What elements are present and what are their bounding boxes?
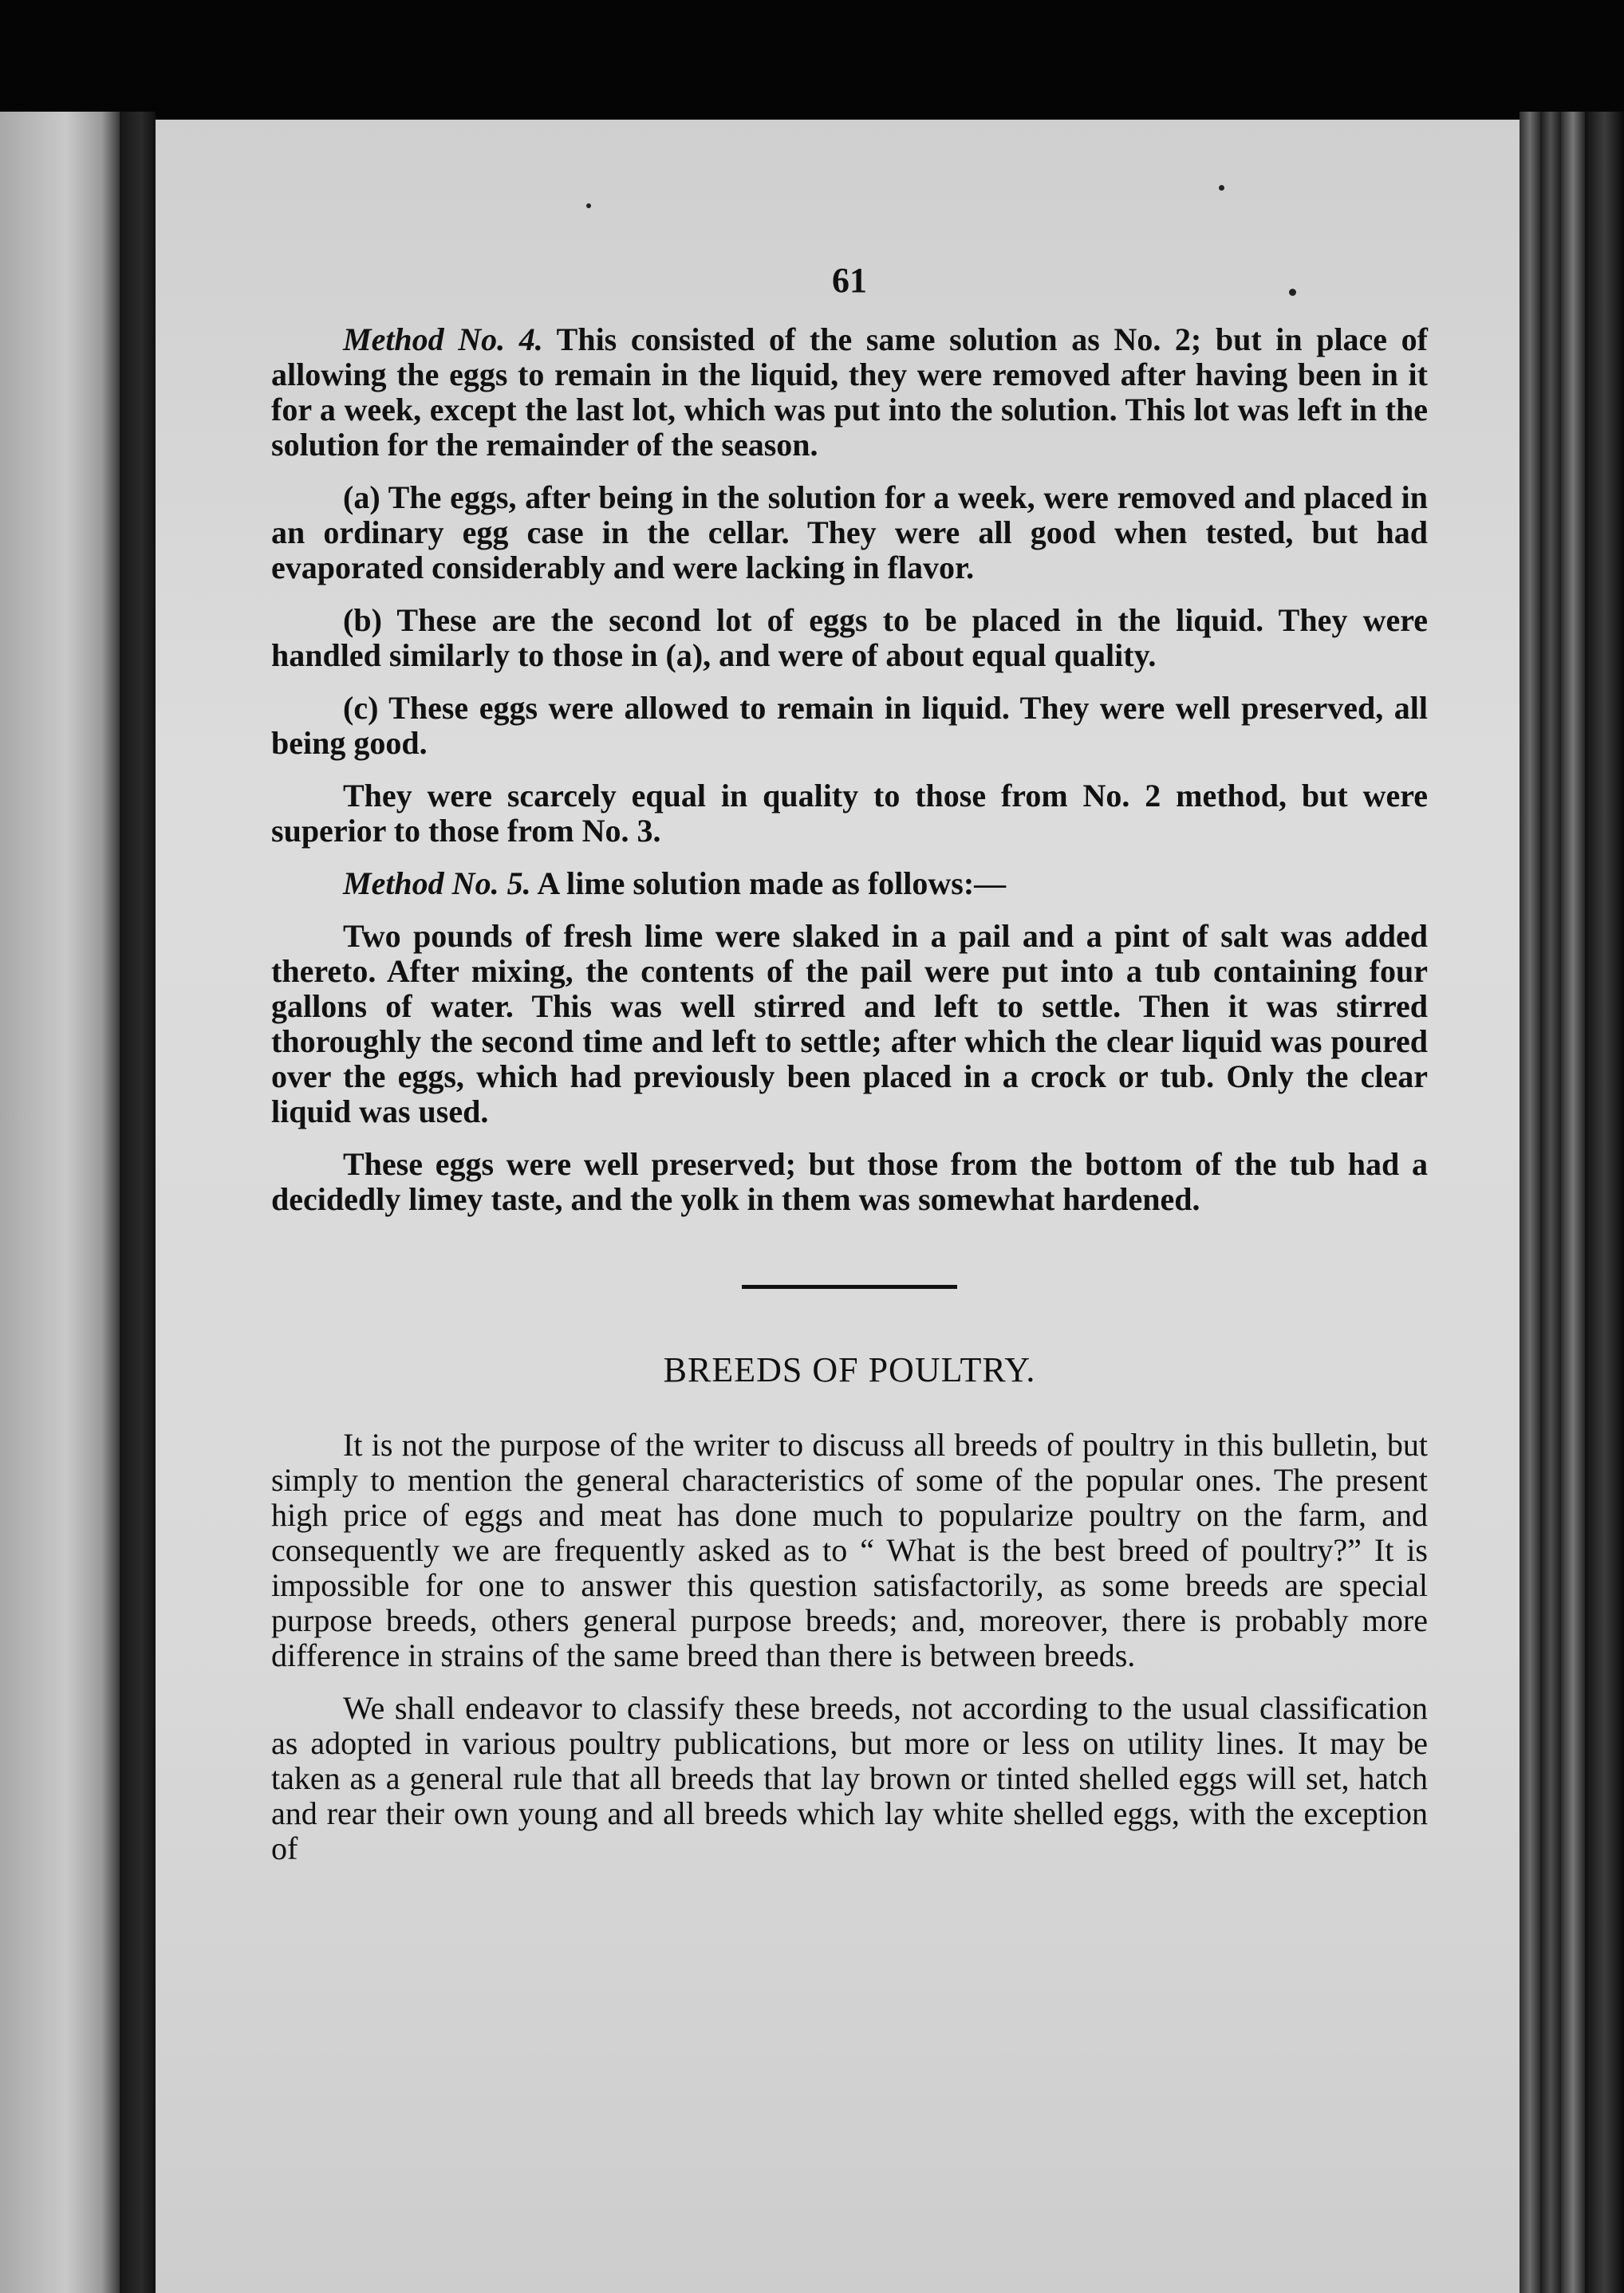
item-c-paragraph: (c) These eggs were allowed to remain in liquid. They were well preserved, all being good.: [271, 690, 1428, 761]
item-a-paragraph: (a) The eggs, after being in the solution for a week, were removed and placed in an ordinary egg case in the cellar. They were all good when tested, but had evaporated considerably and were lacking in flavor.: [271, 479, 1428, 585]
breeds-paragraph-1: It is not the purpose of the writer to discuss all breeds of poultry in this bulletin, but simply to mention the general characteristics of some of the popular ones. The present high price of eggs and meat has done much to popularize poultry on the farm, and consequently we are frequently asked as to “ What is the best breed of poultry?” It is impossible for one to answer this question satisfactorily, as some breeds are special purpose breeds, others general purpose breeds; and, moreover, there is probably more difference in strains of the same breed than there is between breeds.: [271, 1427, 1428, 1673]
lime-recipe-paragraph: Two pounds of fresh lime were slaked in a pail and a pint of salt was added thereto. After mixing, the contents of the pail were put into a tub containing four gallons of water. This was well stirred and left to settle. Then it was stirred thoroughly the second time and left to settle; after which the clear liquid was poured over the eggs, which had previously been placed in a crock or tub. Only the clear liquid was used.: [271, 918, 1428, 1129]
comparison-paragraph: They were scarcely equal in quality to those from No. 2 method, but were superior to those from No. 3.: [271, 778, 1428, 849]
item-b-paragraph: (b) These are the second lot of eggs to be placed in the liquid. They were handled similarly to those in (a), and were of about equal quality.: [271, 602, 1428, 673]
page-edge-strip: [1520, 112, 1540, 2293]
book-gutter: [120, 112, 156, 2293]
page-speck: [1219, 185, 1224, 191]
page-edge-strip: [1585, 112, 1624, 2293]
method-5-label: Method No. 5.: [343, 865, 531, 901]
lime-result-paragraph: These eggs were well preserved; but those from the bottom of the tub had a decidedly limey taste, and the yolk in them was somewhat hardened.: [271, 1146, 1428, 1217]
method-4-label: Method No. 4.: [343, 321, 543, 357]
page-speck: [586, 203, 591, 208]
method-5-paragraph: [271, 866, 1428, 901]
method-4-paragraph: [271, 322, 1428, 463]
section-title: BREEDS OF POULTRY.: [663, 1350, 1036, 1389]
method-5-text: A lime solution made as follows:—: [537, 865, 1007, 901]
page-number: 61: [832, 261, 867, 300]
method-4-text: This consisted of the same solution as No. 2; but in place of allowing the eggs to remain in the liquid, they were removed after having been in it for a week, except the last lot, which was put into the solution. This lot was left in the solution for the remainder of the season.: [271, 321, 1428, 463]
breeds-paragraph-2: We shall endeavor to classify these breeds, not according to the usual classification as adopted in various poultry publications, but more or less on utility lines. It may be taken as a general rule that all breeds that lay brown or tinted shelled eggs will set, hatch and rear their own young and all breeds which lay white shelled eggs, with the exception of: [271, 1690, 1428, 1866]
page-edge-strip: [1540, 112, 1561, 2293]
page-content: [271, 263, 1428, 1884]
section-divider: [742, 1285, 957, 1289]
left-page-edge: [0, 112, 120, 2293]
page-edge-strip: [1561, 112, 1585, 2293]
